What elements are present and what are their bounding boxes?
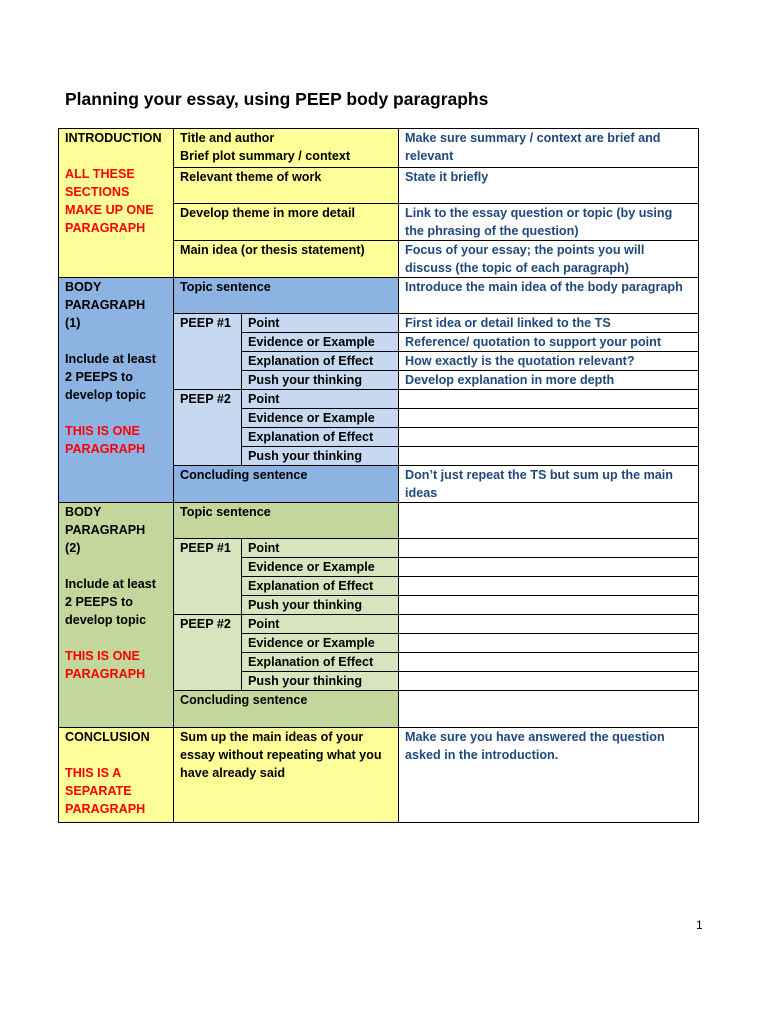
peep-step-label: Push your thinking [242,447,399,466]
body1-peep1-label: PEEP #1 [174,314,242,390]
body2-note-line: develop topic [65,613,147,627]
peep-step-label: Explanation of Effect [242,352,399,371]
body1-note-line: develop topic [65,388,147,402]
peep-step-guide [399,577,699,596]
body2-concluding-label: Concluding sentence [174,691,399,728]
peep-step-guide: Develop explanation in more depth [399,371,699,390]
body1-label-line: BODY [65,280,102,294]
intro-note-line: SECTIONS [65,185,130,199]
body2-note-line: Include at least [65,577,156,591]
body2-label-line: (2) [65,541,81,555]
conclusion-label-cell [59,728,174,823]
peep-step-guide [399,428,699,447]
intro-item-line: Brief plot summary / context [180,149,351,163]
peep-step-label: Point [242,539,399,558]
conclusion-note-line: PARAGRAPH [65,802,146,816]
peep-step-guide [399,653,699,672]
body2-note-red-line: PARAGRAPH [65,667,146,681]
intro-item [174,129,399,168]
conclusion-note-line: SEPARATE [65,784,132,798]
body1-label-cell [59,278,174,503]
body2-peep1-label: PEEP #1 [174,539,242,615]
body1-note-red-line: PARAGRAPH [65,442,146,456]
body2-concluding-guide [399,691,699,728]
peep-step-guide [399,596,699,615]
page-number: 1 [696,918,703,932]
body2-label-line: BODY [65,505,102,519]
peep-step-guide [399,390,699,409]
peep-step-guide: How exactly is the quotation relevant? [399,352,699,371]
body1-note-red-line: THIS IS ONE [65,424,140,438]
peep-step-label: Push your thinking [242,371,399,390]
intro-label: INTRODUCTION [65,131,162,145]
peep-step-label: Evidence or Example [242,634,399,653]
peep-step-label: Push your thinking [242,596,399,615]
intro-note-line: MAKE UP ONE [65,203,154,217]
peep-step-guide [399,672,699,691]
peep-step-label: Push your thinking [242,672,399,691]
body2-topic-guide [399,503,699,539]
body2-peep2-label: PEEP #2 [174,615,242,691]
peep-step-guide [399,615,699,634]
body1-label-line: (1) [65,316,81,330]
peep-step-label: Evidence or Example [242,558,399,577]
intro-item: Relevant theme of work [174,168,399,204]
body2-note-line: 2 PEEPS to [65,595,133,609]
body1-topic-label: Topic sentence [174,278,399,314]
conclusion-guide: Make sure you have answered the question asked in the introduction. [399,728,699,823]
peep-step-guide [399,409,699,428]
conclusion-row [59,728,699,823]
conclusion-item: Sum up the main ideas of your essay without repeating what you have already said [174,728,399,823]
peep-step-label: Evidence or Example [242,333,399,352]
peep-step-guide: Reference/ quotation to support your point [399,333,699,352]
body2-topic-row [59,503,699,539]
intro-item: Main idea (or thesis statement) [174,241,399,278]
conclusion-label: CONCLUSION [65,730,150,744]
body1-label-line: PARAGRAPH [65,298,146,312]
peep-step-guide [399,447,699,466]
body1-topic-guide: Introduce the main idea of the body paragraph [399,278,699,314]
body1-note-line: 2 PEEPS to [65,370,133,384]
body2-label-line: PARAGRAPH [65,523,146,537]
intro-guide: State it briefly [399,168,699,204]
intro-guide: Make sure summary / context are brief and relevant [399,129,699,168]
peep-step-label: Explanation of Effect [242,428,399,447]
peep-step-guide: First idea or detail linked to the TS [399,314,699,333]
body1-concluding-label: Concluding sentence [174,466,399,503]
intro-item: Develop theme in more detail [174,204,399,241]
body1-peep2-label: PEEP #2 [174,390,242,466]
conclusion-note-line: THIS IS A [65,766,122,780]
intro-guide: Link to the essay question or topic (by using the phrasing of the question) [399,204,699,241]
intro-item-line: Title and author [180,131,275,145]
peep-step-label: Point [242,314,399,333]
peep-step-guide [399,558,699,577]
body2-note-red-line: THIS IS ONE [65,649,140,663]
intro-guide: Focus of your essay; the points you will discuss (the topic of each paragraph) [399,241,699,278]
peep-step-label: Explanation of Effect [242,577,399,596]
peep-step-guide [399,539,699,558]
body2-topic-label: Topic sentence [174,503,399,539]
peep-step-label: Point [242,390,399,409]
body2-label-cell [59,503,174,728]
intro-note-line: ALL THESE [65,167,135,181]
body1-topic-row [59,278,699,314]
intro-row-1 [59,129,699,168]
peep-step-label: Explanation of Effect [242,653,399,672]
peep-planning-table [58,128,699,823]
peep-step-guide [399,634,699,653]
page-title: Planning your essay, using PEEP body paragraphs [65,89,489,109]
peep-step-label: Evidence or Example [242,409,399,428]
intro-note-line: PARAGRAPH [65,221,146,235]
body1-note-line: Include at least [65,352,156,366]
intro-label-cell [59,129,174,278]
body1-concluding-guide: Don’t just repeat the TS but sum up the main ideas [399,466,699,503]
peep-step-label: Point [242,615,399,634]
